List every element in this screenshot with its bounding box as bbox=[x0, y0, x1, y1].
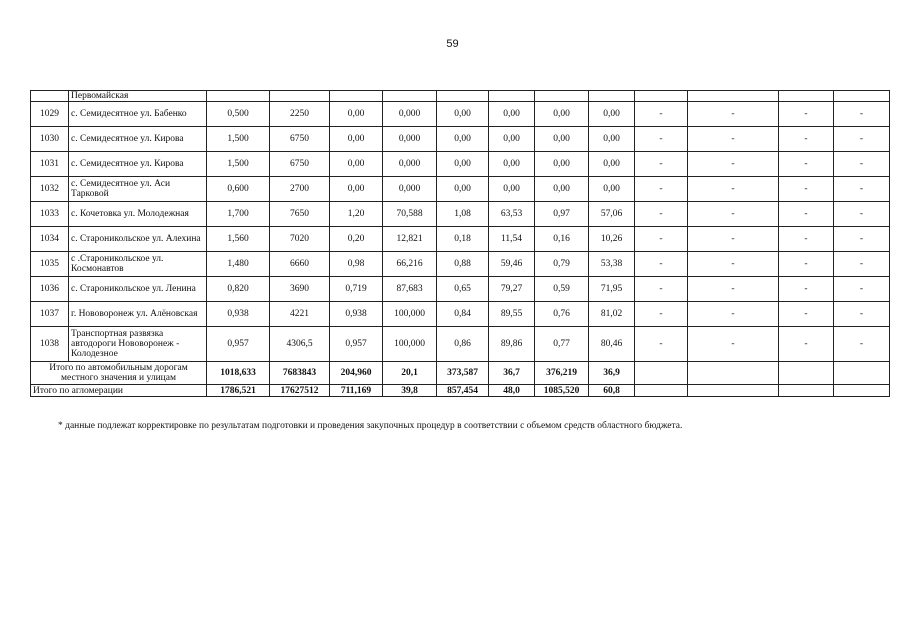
cell-dash: - bbox=[635, 227, 688, 252]
cell-value: 7650 bbox=[270, 202, 330, 227]
total-value: 7683843 bbox=[270, 362, 330, 385]
table-row bbox=[31, 277, 890, 302]
cell-value: 89,86 bbox=[489, 327, 535, 362]
cell-dash: - bbox=[635, 277, 688, 302]
cell-num: 1030 bbox=[31, 127, 69, 152]
cell-dash: - bbox=[834, 177, 890, 202]
table-row bbox=[31, 227, 890, 252]
cell-dash: - bbox=[688, 327, 779, 362]
cell-road-name: г. Нововоронеж ул. Алёновская bbox=[69, 302, 207, 327]
cell-value: 0,00 bbox=[489, 152, 535, 177]
cell-num: 1036 bbox=[31, 277, 69, 302]
cell-value: 0,59 bbox=[535, 277, 589, 302]
cell-dash: - bbox=[688, 302, 779, 327]
page-number: 59 bbox=[446, 38, 459, 50]
total-empty bbox=[635, 385, 688, 397]
table-row bbox=[31, 102, 890, 127]
cell-dash: - bbox=[635, 127, 688, 152]
total-row bbox=[31, 385, 890, 397]
cell-road-name: Транспортная развязка автодороги Нововоронеж - Колодезное bbox=[69, 327, 207, 362]
cell-value: 6660 bbox=[270, 252, 330, 277]
cell-value: 0,00 bbox=[437, 127, 489, 152]
cell-value: 0,500 bbox=[207, 102, 270, 127]
total-empty bbox=[779, 362, 834, 385]
cell-dash: - bbox=[834, 277, 890, 302]
cell-value: 6750 bbox=[270, 127, 330, 152]
table-row bbox=[31, 302, 890, 327]
cell-dash: - bbox=[688, 152, 779, 177]
cell-value: 1,20 bbox=[330, 202, 383, 227]
cell-road-name: с. Семидесятное ул. Бабенко bbox=[69, 102, 207, 127]
cell-value: 0,00 bbox=[437, 102, 489, 127]
cell-value: 100,000 bbox=[383, 302, 437, 327]
cell-dash: - bbox=[688, 227, 779, 252]
cell-value: 2700 bbox=[270, 177, 330, 202]
total-value: 36,9 bbox=[589, 362, 635, 385]
cell-road-name: с. Кочетовка ул. Молодежная bbox=[69, 202, 207, 227]
table-row bbox=[31, 327, 890, 362]
cell-value: 1,700 bbox=[207, 202, 270, 227]
cell-num: 1029 bbox=[31, 102, 69, 127]
cell-value: 12,821 bbox=[383, 227, 437, 252]
total-empty bbox=[834, 362, 890, 385]
cell-value: 79,27 bbox=[489, 277, 535, 302]
cell-dash: - bbox=[635, 177, 688, 202]
cell-value: 0,957 bbox=[207, 327, 270, 362]
cell-value: 0,00 bbox=[330, 127, 383, 152]
cell-dash: - bbox=[834, 227, 890, 252]
cell-value: 0,86 bbox=[437, 327, 489, 362]
cell-value: 6750 bbox=[270, 152, 330, 177]
total-value: 20,1 bbox=[383, 362, 437, 385]
cell-value: 10,26 bbox=[589, 227, 635, 252]
cell-value: 0,00 bbox=[535, 152, 589, 177]
cell-dash: - bbox=[834, 127, 890, 152]
cell-value: 0,600 bbox=[207, 177, 270, 202]
cell-value: 66,216 bbox=[383, 252, 437, 277]
total-label: Итого по агломерации bbox=[31, 385, 207, 397]
cell-value: 0,76 bbox=[535, 302, 589, 327]
cell-value: 63,53 bbox=[489, 202, 535, 227]
cell-dash: - bbox=[779, 177, 834, 202]
cell-value: 70,588 bbox=[383, 202, 437, 227]
cell-value: 1,08 bbox=[437, 202, 489, 227]
cell-road-name: с. Семидесятное ул. Аси Тарковой bbox=[69, 177, 207, 202]
cell-dash: - bbox=[834, 302, 890, 327]
cell-value: 0,00 bbox=[489, 177, 535, 202]
table-row bbox=[31, 127, 890, 152]
cell-value: 4221 bbox=[270, 302, 330, 327]
total-value: 711,169 bbox=[330, 385, 383, 397]
cell-value: 1,560 bbox=[207, 227, 270, 252]
cell-num: 1034 bbox=[31, 227, 69, 252]
cell-value: 0,77 bbox=[535, 327, 589, 362]
table-row bbox=[31, 177, 890, 202]
cell-num: 1032 bbox=[31, 177, 69, 202]
cell-value: 0,00 bbox=[330, 102, 383, 127]
cell-value: 87,683 bbox=[383, 277, 437, 302]
total-value: 1786,521 bbox=[207, 385, 270, 397]
cell-dash: - bbox=[779, 227, 834, 252]
cell-dash: - bbox=[779, 127, 834, 152]
cell-dash: - bbox=[779, 302, 834, 327]
total-value: 17627512 bbox=[270, 385, 330, 397]
cell-value: 0,98 bbox=[330, 252, 383, 277]
cell-value: 100,000 bbox=[383, 327, 437, 362]
cell-num: 1033 bbox=[31, 202, 69, 227]
cell-value: 0,000 bbox=[383, 102, 437, 127]
cell-dash: - bbox=[779, 152, 834, 177]
cell-value: 81,02 bbox=[589, 302, 635, 327]
total-value: 1085,520 bbox=[535, 385, 589, 397]
cell-value: 0,00 bbox=[437, 152, 489, 177]
cell-dash: - bbox=[688, 202, 779, 227]
cell-dash: - bbox=[635, 302, 688, 327]
cell-value: 7020 bbox=[270, 227, 330, 252]
cell-value: 0,16 bbox=[535, 227, 589, 252]
cell-road-name: Первомайская bbox=[69, 91, 207, 102]
cell-dash: - bbox=[688, 127, 779, 152]
cell-value: 0,000 bbox=[383, 177, 437, 202]
total-value: 39,8 bbox=[383, 385, 437, 397]
cell-value: 1,500 bbox=[207, 127, 270, 152]
cell-dash: - bbox=[635, 327, 688, 362]
total-value: 1018,633 bbox=[207, 362, 270, 385]
cell-value: 0,938 bbox=[207, 302, 270, 327]
total-value: 373,587 bbox=[437, 362, 489, 385]
cell-value: 0,20 bbox=[330, 227, 383, 252]
cell-road-name: с. Семидесятное ул. Кирова bbox=[69, 127, 207, 152]
total-value: 376,219 bbox=[535, 362, 589, 385]
cell-value: 0,000 bbox=[383, 152, 437, 177]
total-label: Итого по автомобильным дорогам местного значения и улицам bbox=[31, 362, 207, 385]
cell-num: 1035 bbox=[31, 252, 69, 277]
cell-dash: - bbox=[779, 102, 834, 127]
cell-value: 0,79 bbox=[535, 252, 589, 277]
roads-table bbox=[30, 90, 890, 397]
cell-dash: - bbox=[635, 202, 688, 227]
cell-value: 0,00 bbox=[589, 102, 635, 127]
cell-value: 1,480 bbox=[207, 252, 270, 277]
cell-value: 59,46 bbox=[489, 252, 535, 277]
cell-dash: - bbox=[779, 202, 834, 227]
footnote: * данные подлежат корректировке по результатам подготовки и проведения закупочных процедур в соответствии с объемом средств областного бюджета. bbox=[58, 421, 683, 431]
total-value: 204,960 bbox=[330, 362, 383, 385]
cell-value: 0,88 bbox=[437, 252, 489, 277]
cell-dash: - bbox=[635, 152, 688, 177]
cell-value: 0,18 bbox=[437, 227, 489, 252]
cell-value: 1,500 bbox=[207, 152, 270, 177]
cell-num: 1031 bbox=[31, 152, 69, 177]
table-row bbox=[31, 152, 890, 177]
total-empty bbox=[688, 385, 779, 397]
cell-value: 0,84 bbox=[437, 302, 489, 327]
cell-dash: - bbox=[635, 102, 688, 127]
table-row bbox=[31, 252, 890, 277]
total-empty bbox=[779, 385, 834, 397]
cell-dash: - bbox=[779, 252, 834, 277]
cell-dash: - bbox=[834, 252, 890, 277]
cell-dash: - bbox=[834, 152, 890, 177]
cell-value: 0,00 bbox=[535, 102, 589, 127]
total-value: 36,7 bbox=[489, 362, 535, 385]
cell-value: 0,00 bbox=[489, 127, 535, 152]
cell-value: 0,00 bbox=[589, 177, 635, 202]
cell-value: 0,00 bbox=[330, 152, 383, 177]
cell-dash: - bbox=[635, 252, 688, 277]
total-value: 60,8 bbox=[589, 385, 635, 397]
total-value: 48,0 bbox=[489, 385, 535, 397]
cell-dash: - bbox=[688, 102, 779, 127]
cell-dash: - bbox=[779, 277, 834, 302]
cell-value: 0,00 bbox=[535, 127, 589, 152]
cell-value: 0,00 bbox=[330, 177, 383, 202]
cell-num: 1037 bbox=[31, 302, 69, 327]
cell-value: 71,95 bbox=[589, 277, 635, 302]
cell-dash: - bbox=[834, 202, 890, 227]
cell-value: 0,957 bbox=[330, 327, 383, 362]
cell-value: 11,54 bbox=[489, 227, 535, 252]
cell-num bbox=[31, 91, 69, 102]
cell-value: 89,55 bbox=[489, 302, 535, 327]
cell-dash: - bbox=[688, 252, 779, 277]
cell-value: 0,820 bbox=[207, 277, 270, 302]
cell-value: 0,00 bbox=[589, 127, 635, 152]
cell-dash: - bbox=[834, 327, 890, 362]
cell-value: 2250 bbox=[270, 102, 330, 127]
cell-value: 0,00 bbox=[535, 177, 589, 202]
cell-value: 0,00 bbox=[437, 177, 489, 202]
cell-dash: - bbox=[779, 327, 834, 362]
cell-value: 0,00 bbox=[589, 152, 635, 177]
table-row-continuation bbox=[31, 91, 890, 102]
cell-value: 80,46 bbox=[589, 327, 635, 362]
cell-value: 53,38 bbox=[589, 252, 635, 277]
cell-value: 57,06 bbox=[589, 202, 635, 227]
cell-road-name: с. Семидесятное ул. Кирова bbox=[69, 152, 207, 177]
cell-road-name: с. Староникольское ул. Ленина bbox=[69, 277, 207, 302]
cell-value: 0,000 bbox=[383, 127, 437, 152]
total-value: 857,454 bbox=[437, 385, 489, 397]
table-row bbox=[31, 202, 890, 227]
cell-value: 0,938 bbox=[330, 302, 383, 327]
total-empty bbox=[834, 385, 890, 397]
cell-value: 3690 bbox=[270, 277, 330, 302]
cell-dash: - bbox=[834, 102, 890, 127]
cell-value: 0,97 bbox=[535, 202, 589, 227]
cell-value: 0,00 bbox=[489, 102, 535, 127]
total-empty bbox=[635, 362, 688, 385]
cell-road-name: с .Староникольское ул. Космонавтов bbox=[69, 252, 207, 277]
cell-dash: - bbox=[688, 177, 779, 202]
total-empty bbox=[688, 362, 779, 385]
cell-value: 0,65 bbox=[437, 277, 489, 302]
cell-road-name: с. Староникольское ул. Алехина bbox=[69, 227, 207, 252]
cell-value: 4306,5 bbox=[270, 327, 330, 362]
cell-value: 0,719 bbox=[330, 277, 383, 302]
total-row bbox=[31, 362, 890, 385]
cell-dash: - bbox=[688, 277, 779, 302]
cell-num: 1038 bbox=[31, 327, 69, 362]
